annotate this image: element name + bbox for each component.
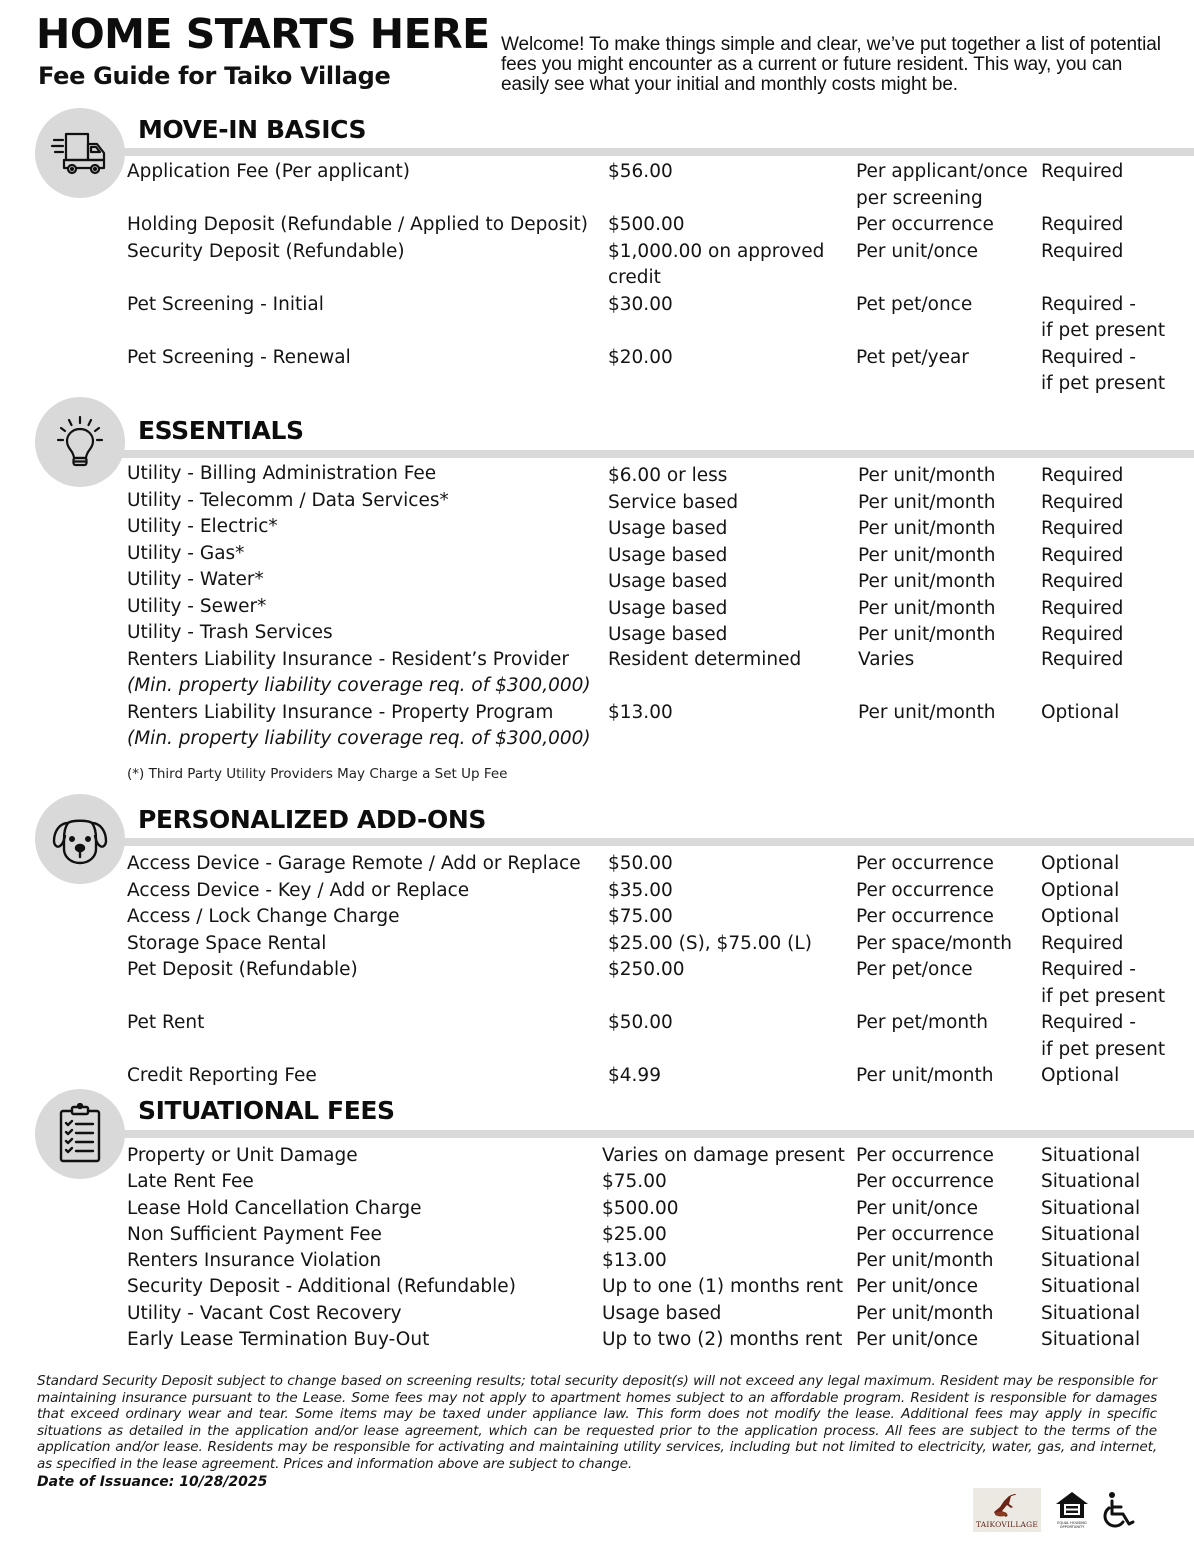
fee-row [0, 1196, 1194, 1222]
fee-name: Renters Liability Insurance - Resident’s Provider (Min. property liability coverage req. of $300,000) [127, 647, 591, 700]
section-divider [120, 450, 1194, 458]
fee-row [0, 878, 1194, 905]
fee-name: Renters Liability Insurance - Property Program (Min. property liability coverage req. of $300,000) [127, 700, 591, 753]
fee-amount: $50.00 [608, 853, 673, 874]
section-title: PERSONALIZED ADD-ONS [138, 805, 486, 834]
fee-amount: $75.00 [608, 906, 673, 927]
fee-amount: Resident determined [608, 648, 802, 670]
fee-name: Utility - Water* [127, 569, 264, 590]
fee-row [0, 620, 1194, 647]
fee-amount: Usage based [608, 544, 728, 566]
fee-row [0, 1010, 1194, 1063]
fee-name: Access / Lock Change Charge [127, 906, 400, 927]
fee-name: Credit Reporting Fee [127, 1065, 317, 1086]
fee-status: Required [1041, 161, 1124, 182]
fee-row [0, 461, 1194, 488]
fee-row [0, 957, 1194, 1010]
fee-amount: $13.00 [602, 1250, 667, 1272]
fee-status: Required [1041, 571, 1124, 592]
fee-amount: $250.00 [608, 959, 685, 980]
fee-name: Pet Screening - Initial [127, 293, 324, 315]
fee-frequency: Per pet/month [856, 1012, 989, 1033]
fee-amount: $6.00 or less [608, 465, 728, 486]
fee-status: Required [1041, 544, 1124, 566]
fee-name: Pet Screening - Renewal [127, 346, 351, 368]
fee-status: Required - if pet present [1041, 346, 1166, 394]
fee-frequency: Per unit/once [856, 1197, 979, 1219]
section-divider [120, 838, 1194, 846]
fee-frequency: Per unit/month [858, 571, 996, 592]
fee-name: Lease Hold Cancellation Charge [127, 1197, 422, 1219]
fee-frequency: Per unit/once [856, 1329, 979, 1351]
fee-status: Optional [1041, 701, 1120, 723]
fee-row [0, 541, 1194, 568]
fee-row [0, 851, 1194, 878]
fee-note: (Min. property liability coverage req. of $300,000) [127, 728, 591, 749]
fee-frequency: Per unit/month [858, 491, 996, 513]
fee-status: Situational [1041, 1197, 1141, 1219]
fee-row [0, 1169, 1194, 1195]
fee-amount: $30.00 [608, 293, 673, 315]
fee-note: (Min. property liability coverage req. of $300,000) [127, 675, 591, 696]
fee-status: Situational [1041, 1145, 1141, 1166]
fee-row [0, 1327, 1194, 1353]
fee-row [0, 1063, 1194, 1090]
fee-status: Situational [1041, 1329, 1141, 1351]
fee-name: Holding Deposit (Refundable / Applied to Deposit) [127, 214, 588, 235]
fee-status: Optional [1041, 853, 1120, 874]
fee-frequency: Per occurrence [856, 853, 994, 874]
fee-row [0, 1274, 1194, 1300]
fee-name: Utility - Telecomm / Data Services* [127, 489, 449, 511]
fee-name: Security Deposit - Additional (Refundable) [127, 1276, 516, 1298]
wheelchair-accessibility-icon [1103, 1491, 1137, 1529]
fee-name: Utility - Electric* [127, 516, 278, 537]
fee-row [0, 1222, 1194, 1248]
fee-status: Required - if pet present [1041, 293, 1166, 341]
fee-row [0, 647, 1194, 700]
fee-status: Situational [1041, 1302, 1141, 1324]
fee-name: Late Rent Fee [127, 1171, 254, 1193]
fee-amount: Up to one (1) months rent [602, 1276, 844, 1298]
fee-amount: Usage based [602, 1302, 722, 1324]
fee-frequency: Varies [858, 648, 915, 670]
fee-amount: Usage based [608, 571, 728, 592]
fee-frequency: Per unit/month [858, 701, 996, 723]
footer-logos [973, 1488, 1137, 1532]
fee-name: Application Fee (Per applicant) [127, 161, 410, 182]
fee-frequency: Per occurrence [856, 879, 994, 901]
fee-status: Situational [1041, 1223, 1141, 1245]
taiko-drummer-icon [992, 1494, 1022, 1520]
fee-status: Required - if pet present [1041, 959, 1166, 1007]
fee-name: Property or Unit Damage [127, 1145, 358, 1166]
fee-row [0, 212, 1194, 239]
fee-status: Required [1041, 240, 1124, 262]
fee-name: Storage Space Rental [127, 932, 327, 954]
fee-row [0, 239, 1194, 292]
fee-amount: Usage based [608, 624, 728, 645]
fee-frequency: Per space/month [856, 932, 1012, 954]
fee-frequency: Per unit/once [856, 240, 979, 262]
fee-name: Access Device - Key / Add or Replace [127, 879, 470, 901]
fee-name: Utility - Trash Services [127, 622, 333, 643]
fee-amount: $35.00 [608, 879, 673, 901]
utility-footnote: (*) Third Party Utility Providers May Charge a Set Up Fee [127, 766, 508, 782]
fee-status: Required [1041, 214, 1124, 235]
fee-status: Situational [1041, 1276, 1141, 1298]
fee-name: Pet Rent [127, 1012, 205, 1033]
taiko-village-wordmark: TAIKOVILLAGE [975, 1520, 1038, 1529]
fee-amount: $13.00 [608, 701, 673, 723]
fee-row [0, 700, 1194, 753]
date-of-issuance: Date of Issuance: 10/28/2025 [37, 1474, 268, 1490]
taiko-village-logo [973, 1488, 1041, 1532]
fee-name: Security Deposit (Refundable) [127, 240, 405, 262]
fee-amount: Up to two (2) months rent [602, 1329, 843, 1351]
fee-row [0, 345, 1194, 398]
fee-frequency: Per unit/month [858, 624, 996, 645]
intro-paragraph: Welcome! To make things simple and clear, we’ve put together a list of potential fees you might encounter as a current or future resident. This way, you can easily see what your initial and monthly costs might be. [501, 34, 1161, 95]
fee-status: Required [1041, 597, 1124, 619]
fee-status: Situational [1041, 1171, 1141, 1193]
section-title: SITUATIONAL FEES [138, 1096, 395, 1125]
fee-frequency: Per occurrence [856, 906, 994, 927]
fee-row [0, 1143, 1194, 1169]
section-divider [120, 148, 1194, 156]
fee-amount: $500.00 [602, 1197, 679, 1219]
fee-frequency: Per unit/month [858, 518, 996, 539]
fee-amount: Usage based [608, 597, 728, 619]
fee-amount: $25.00 (S), $75.00 (L) [608, 932, 812, 954]
disclaimer-text: Standard Security Deposit subject to change based on screening results; total security deposit(s) will not exceed any legal maximum. Resident may be responsible for maintaining insurance pursuant to the Lease. Some fees may not apply to apartment homes subject to an affordable program. Resident is responsible for damages that exceed ordinary wear and tear. Some items may be taxed under appliance law. This form does not modify the lease. Additional fees may apply in specific situations as detailed in the application and/or lease agreement, which can be requested prior to the application process. All fees are subject to the terms of the application and/or lease. Residents may be responsible for activating and maintaining utility services, including but not limited to electricity, water, gas, and internet, as specified in the lease agreement. Prices and information above are subject to change. [37, 1373, 1157, 1472]
fee-amount: $1,000.00 on approved credit [608, 240, 825, 288]
fee-amount: $4.99 [608, 1065, 661, 1086]
fee-frequency: Per pet/once [856, 959, 973, 980]
section-title: MOVE-IN BASICS [138, 115, 367, 144]
fee-amount: Service based [608, 491, 739, 513]
fee-name: Utility - Sewer* [127, 595, 267, 617]
fee-amount: $75.00 [602, 1171, 667, 1193]
fee-frequency: Per unit/once [856, 1276, 979, 1298]
fee-row [0, 567, 1194, 594]
fee-amount: $50.00 [608, 1012, 673, 1033]
fee-status: Required [1041, 518, 1124, 539]
fee-status: Required [1041, 648, 1124, 670]
fee-frequency: Per unit/month [856, 1250, 994, 1272]
fee-frequency: Per unit/month [856, 1302, 994, 1324]
fee-row [0, 904, 1194, 931]
fee-amount: $56.00 [608, 161, 673, 182]
fee-status: Optional [1041, 879, 1120, 901]
fee-status: Required [1041, 465, 1124, 486]
fee-row [0, 488, 1194, 515]
fee-row [0, 292, 1194, 345]
fee-status: Required [1041, 491, 1124, 513]
fee-frequency: Per occurrence [856, 1171, 994, 1193]
fee-status: Optional [1041, 906, 1120, 927]
fee-name: Renters Insurance Violation [127, 1250, 382, 1272]
fee-frequency: Per occurrence [856, 1223, 994, 1245]
fee-frequency: Pet pet/year [856, 346, 969, 368]
fee-frequency: Per unit/month [856, 1065, 994, 1086]
fee-frequency: Per unit/month [858, 465, 996, 486]
fee-amount: $20.00 [608, 346, 673, 368]
page-title: HOME STARTS HERE [36, 10, 490, 58]
fee-amount: $500.00 [608, 214, 685, 235]
fee-name: Pet Deposit (Refundable) [127, 959, 358, 980]
fee-row [0, 159, 1194, 212]
fee-name: Non Sufficient Payment Fee [127, 1223, 382, 1245]
fee-amount: $25.00 [602, 1223, 667, 1245]
fee-status: Required [1041, 932, 1124, 954]
equal-housing-opportunity-icon [1055, 1491, 1089, 1529]
fee-frequency: Per unit/month [858, 544, 996, 566]
page-subtitle: Fee Guide for Taiko Village [38, 62, 391, 90]
fee-row [0, 1301, 1194, 1327]
fee-frequency: Per applicant/once per screening [856, 161, 1028, 209]
fee-status: Optional [1041, 1065, 1120, 1086]
fee-status: Required - if pet present [1041, 1012, 1166, 1060]
fee-name: Utility - Vacant Cost Recovery [127, 1302, 402, 1324]
fee-frequency: Per occurrence [856, 1145, 994, 1166]
section-divider [120, 1130, 1194, 1138]
fee-row [0, 594, 1194, 621]
section-title: ESSENTIALS [138, 416, 304, 445]
fee-name: Early Lease Termination Buy-Out [127, 1329, 430, 1351]
fee-frequency: Per unit/month [858, 597, 996, 619]
fee-name: Utility - Gas* [127, 542, 245, 564]
fee-row [0, 514, 1194, 541]
eho-caption: EQUAL HOUSING OPPORTUNITY [1057, 1521, 1087, 1529]
fee-frequency: Pet pet/once [856, 293, 973, 315]
fee-frequency: Per occurrence [856, 214, 994, 235]
fee-name: Access Device - Garage Remote / Add or Replace [127, 853, 581, 874]
fee-status: Situational [1041, 1250, 1141, 1272]
fee-row [0, 931, 1194, 958]
fee-name: Utility - Billing Administration Fee [127, 463, 437, 484]
fee-amount: Varies on damage present [602, 1145, 845, 1166]
fee-row [0, 1248, 1194, 1274]
fee-amount: Usage based [608, 518, 728, 539]
fee-status: Required [1041, 624, 1124, 645]
